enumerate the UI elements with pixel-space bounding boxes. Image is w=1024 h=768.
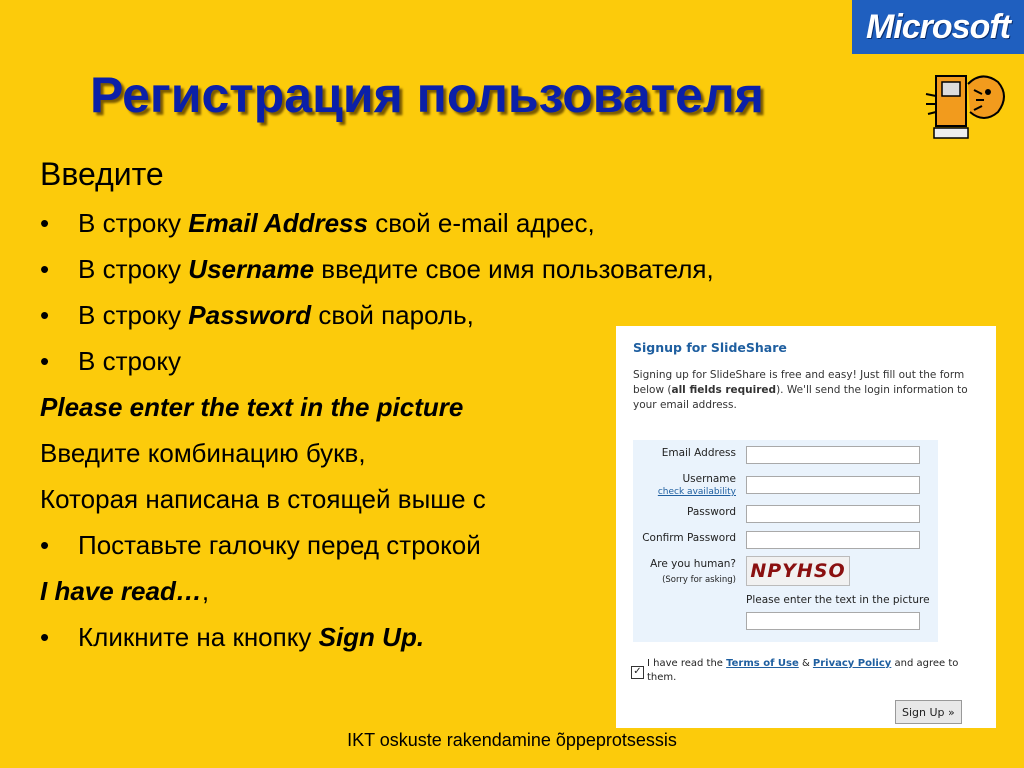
username-field[interactable] [746,476,920,494]
emphasis: Email Address [188,208,368,238]
bullet-email [40,200,620,246]
emphasis: Username [188,254,315,284]
human-label: Are you human? [650,558,736,570]
tiger-computer-icon [922,54,1022,154]
signup-form-screenshot [616,326,996,728]
privacy-link[interactable]: Privacy Policy [812,658,892,669]
written-above-line: Которая написана в стоящей выше с [40,484,486,514]
text: , [201,576,210,606]
text: I have read the [647,658,727,669]
text: В строку [78,346,182,376]
text: & [798,658,813,669]
bullet-mark: • [40,208,50,238]
agree-checkbox[interactable] [631,666,644,679]
form-panel [633,440,938,642]
emphasis: Please enter the text in the picture [40,392,464,422]
password-label: Password [686,506,736,518]
enter-letters-line: Введите комбинацию букв, [40,438,366,468]
password-field[interactable] [746,505,920,523]
bullet-checkbox [40,522,620,568]
signup-intro [633,368,983,413]
username-label: Username [682,473,736,485]
emphasis: Password [188,300,312,330]
emphasis: Sign Up. [318,622,425,652]
text: В строку [78,208,189,238]
bullet-username [40,246,714,292]
text: свой e-mail адрес, [367,208,595,238]
check-availability-link[interactable]: check availability [657,487,736,497]
human-sublabel: (Sorry for asking) [662,575,736,585]
captcha-field[interactable] [746,612,920,630]
bullet-mark: • [40,346,50,376]
i-have-read-line [40,568,620,614]
captcha-image: NPYHSO [746,556,850,586]
checkmark-icon: ✓ [633,666,642,677]
bullet-mark: • [40,300,50,330]
captcha-phrase [40,384,620,430]
slide-title: Регистрация пользователя [90,67,764,123]
captcha-hint: Please enter the text in the picture [746,594,930,606]
intro-line: Введите [40,156,164,192]
text: ). We'll send the login information to your email address. [633,384,968,411]
bullet-mark: • [40,622,50,652]
text-bold: all fields required [671,384,777,396]
bullet-signup [40,614,620,660]
text: В строку [78,254,189,284]
text: Поставьте галочку перед строкой [78,530,481,560]
logo-text: Microsoft [866,7,1010,46]
text: В строку [78,300,189,330]
confirm-password-label: Confirm Password [642,532,736,544]
text: Кликните на кнопку [78,622,319,652]
agree-text [647,657,967,685]
terms-link[interactable]: Terms of Use [726,658,799,669]
bullet-captcha [40,338,620,384]
email-label: Email Address [661,447,736,459]
slide-footer: IKT oskuste rakendamine õppeprotsessis [347,730,677,750]
emphasis: I have read… [40,576,202,606]
email-field[interactable] [746,446,920,464]
confirm-password-field[interactable] [746,531,920,549]
text: Signing up for SlideShare is free and easy! Just fill out the form below ( [633,369,965,396]
signup-button[interactable]: Sign Up » [895,700,962,724]
signup-title: Signup for SlideShare [633,340,787,355]
text: введите свое имя пользователя, [314,254,714,284]
bullet-mark: • [40,254,50,284]
text: and agree to them. [647,658,959,683]
microsoft-logo [852,0,1024,54]
bullet-mark: • [40,530,50,560]
bullet-password [40,292,620,338]
text: свой пароль, [311,300,474,330]
